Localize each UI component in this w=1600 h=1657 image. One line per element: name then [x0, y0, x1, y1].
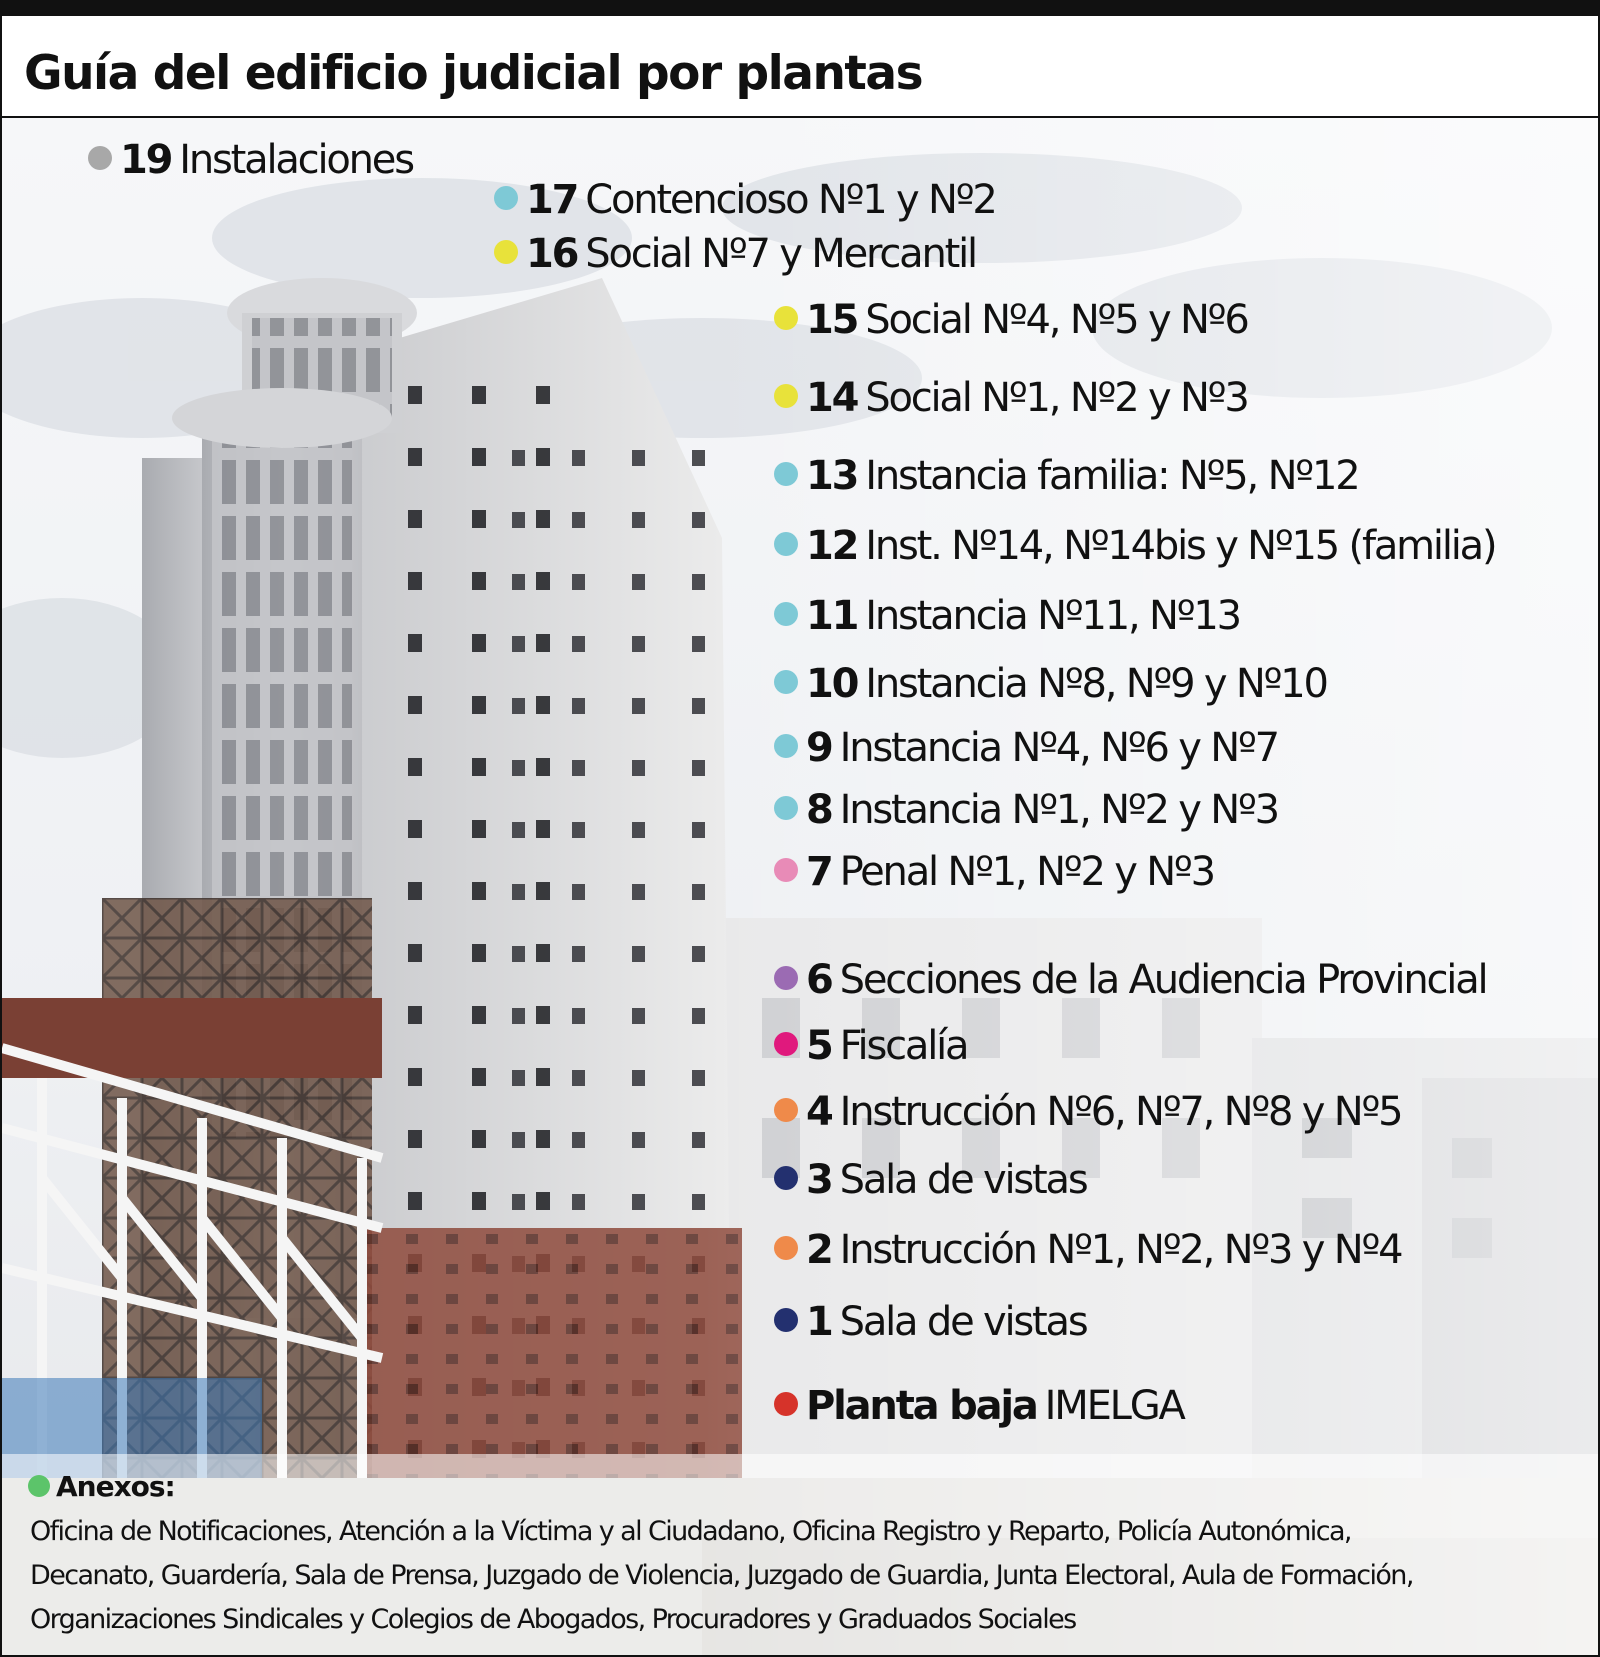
floor-12-marker	[774, 532, 798, 556]
floor-7-marker	[774, 858, 798, 882]
floor-label: Social Nº1, Nº2 y Nº3	[865, 375, 1248, 421]
floor-2-marker	[774, 1236, 798, 1260]
floor-11	[774, 593, 1240, 639]
floor-label: Social Nº4, Nº5 y Nº6	[865, 297, 1248, 343]
floor-8-marker	[774, 796, 798, 820]
floor-label: Instancia Nº8, Nº9 y Nº10	[865, 661, 1327, 707]
floor-7	[774, 849, 1214, 895]
floor-4-marker	[774, 1098, 798, 1122]
floor-number: 5	[806, 1023, 832, 1069]
floor-number: 16	[526, 231, 578, 277]
floor-10	[774, 661, 1327, 707]
floor-number: 4	[806, 1089, 832, 1135]
floor-label: Social Nº7 y Mercantil	[585, 231, 976, 277]
annexes-line-3: Organizaciones Sindicales y Colegios de Abogados, Procuradores y Graduados Sociales	[30, 1604, 1076, 1635]
floor-label: Instancia Nº4, Nº6 y Nº7	[839, 725, 1278, 771]
floor-number: 10	[806, 661, 858, 707]
floor-number: 15	[806, 297, 858, 343]
floor-number: 19	[120, 137, 172, 183]
floor-1	[774, 1299, 1087, 1345]
floor-14-marker	[774, 384, 798, 408]
floor-label: Instancia familia: Nº5, Nº12	[865, 453, 1359, 499]
floor-ground	[774, 1383, 1184, 1429]
floor-3-marker	[774, 1166, 798, 1190]
floor-9-marker	[774, 734, 798, 758]
floor-label: Fiscalía	[839, 1023, 968, 1069]
floor-number: 12	[806, 523, 858, 569]
floor-16	[494, 231, 976, 277]
annexes-line-2: Decanato, Guardería, Sala de Prensa, Juzgado de Violencia, Juzgado de Guardia, Junta Electoral, Aula de Formación,	[30, 1560, 1413, 1591]
floor-number: 7	[806, 849, 832, 895]
annexes-title-text: Anexos:	[56, 1470, 175, 1503]
floor-label: Instalaciones	[179, 137, 413, 183]
floor-label: Instancia Nº11, Nº13	[865, 593, 1240, 639]
floor-number: 1	[806, 1299, 832, 1345]
floor-label: IMELGA	[1044, 1383, 1184, 1429]
floor-label: Sala de vistas	[839, 1157, 1087, 1203]
annexes-marker	[28, 1475, 50, 1497]
floor-label: Instrucción Nº1, Nº2, Nº3 y Nº4	[839, 1227, 1402, 1273]
floor-label: Contencioso Nº1 y Nº2	[585, 177, 996, 223]
floor-number: 9	[806, 725, 832, 771]
floor-11-marker	[774, 602, 798, 626]
floor-number: 6	[806, 957, 832, 1003]
page-title: Guía del edificio judicial por plantas	[24, 46, 923, 101]
floor-19-marker	[88, 146, 112, 170]
floor-label: Secciones de la Audiencia Provincial	[839, 957, 1487, 1003]
annexes-line-1: Oficina de Notificaciones, Atención a la Víctima y al Ciudadano, Oficina Registro y Reparto, Policía Autonómica,	[30, 1516, 1351, 1547]
floor-2	[774, 1227, 1402, 1273]
floor-15-marker	[774, 306, 798, 330]
floor-number: 11	[806, 593, 858, 639]
floor-10-marker	[774, 670, 798, 694]
top-rule	[2, 2, 1600, 16]
floor-ground-marker	[774, 1392, 798, 1416]
floor-label: Sala de vistas	[839, 1299, 1087, 1345]
floor-label: Instancia Nº1, Nº2 y Nº3	[839, 787, 1278, 833]
floor-1-marker	[774, 1308, 798, 1332]
floor-6	[774, 957, 1487, 1003]
floor-13-marker	[774, 462, 798, 486]
floor-8	[774, 787, 1278, 833]
floor-3	[774, 1157, 1087, 1203]
annexes-section	[2, 1454, 1600, 1657]
floor-label: Penal Nº1, Nº2 y Nº3	[839, 849, 1214, 895]
floor-16-marker	[494, 240, 518, 264]
floor-19	[88, 137, 413, 183]
title-bar	[2, 16, 1600, 118]
floor-17	[494, 177, 996, 223]
floor-5-marker	[774, 1032, 798, 1056]
floor-number: 2	[806, 1227, 832, 1273]
floor-15	[774, 297, 1248, 343]
annexes-title	[28, 1470, 175, 1503]
floor-number: 3	[806, 1157, 832, 1203]
floor-9	[774, 725, 1278, 771]
floor-number: 17	[526, 177, 578, 223]
floor-17-marker	[494, 186, 518, 210]
floor-label: Inst. Nº14, Nº14bis y Nº15 (familia)	[865, 523, 1496, 569]
floor-label: Instrucción Nº6, Nº7, Nº8 y Nº5	[839, 1089, 1402, 1135]
floor-number: Planta baja	[806, 1383, 1037, 1429]
floor-number: 14	[806, 375, 858, 421]
floor-12	[774, 523, 1496, 569]
floor-14	[774, 375, 1248, 421]
floor-6-marker	[774, 966, 798, 990]
floor-4	[774, 1089, 1402, 1135]
floor-5	[774, 1023, 968, 1069]
floor-number: 13	[806, 453, 858, 499]
floor-13	[774, 453, 1359, 499]
floor-number: 8	[806, 787, 832, 833]
